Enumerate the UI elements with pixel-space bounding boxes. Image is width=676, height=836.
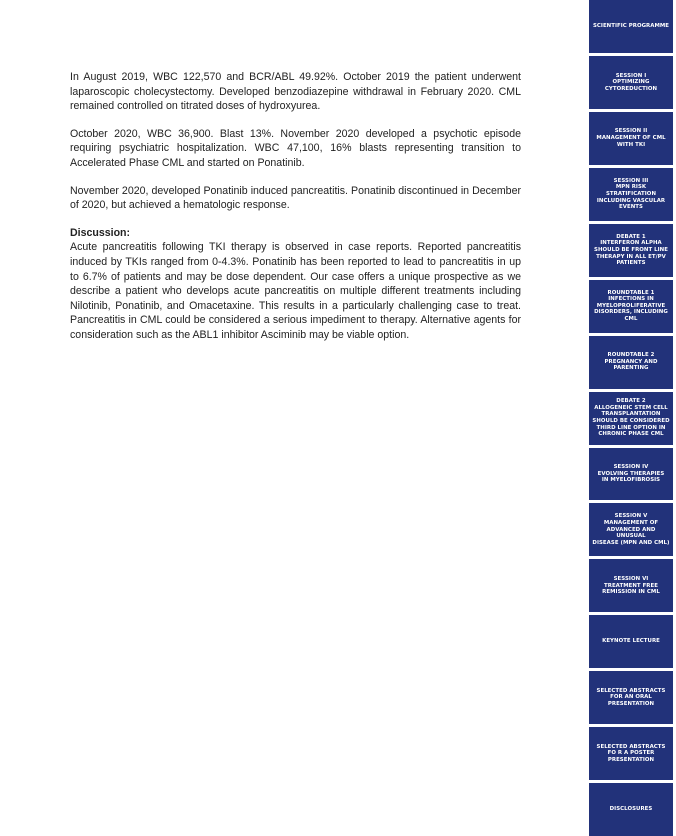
- article-body: [70, 70, 521, 356]
- nav-session-3[interactable]: SESSION III MPN RISK STRATIFICATION INCLUDING VASCULAR EVENTS: [589, 168, 673, 221]
- nav-debate-2[interactable]: DEBATE 2 ALLOGENEIC STEM CELL TRANSPLANTATION SHOULD BE CONSIDERED THIRD LINE OPTION IN CHRONIC PHASE CML: [589, 392, 673, 445]
- case-paragraph-2: October 2020, WBC 36,900. Blast 13%. November 2020 developed a psychotic episode requiring psychiatric hospitalization. WBC 47,100, 16% blasts representing transition to Accelerated Phase CML and started on Ponatinib.: [70, 127, 521, 169]
- nav-disclosures[interactable]: DISCLOSURES: [589, 783, 673, 836]
- nav-roundtable-1[interactable]: ROUNDTABLE 1 INFECTIONS IN MYELOPROLIFERATIVE DISORDERS, INCLUDING CML: [589, 280, 673, 333]
- discussion-paragraph: Acute pancreatitis following TKI therapy is observed in case reports. Reported pancreatitis induced by TKIs ranged from 0-4.3%. Ponatinib has been reported to lead to pancreatitis in up to 6.7% of patients and may be dose dependent. Our case offers a unique prospective as we describe a patient who develops acute pancreatitis on multiple different treatments including Nilotinib, Ponatinib, and Omacetaxine. This results in a particularly challenging case to treat. Pancreatitis in CML could be considered a serious impediment to therapy. Alternative agents for consideration such as the ABL1 inhibitor Asciminib may be viable option.: [70, 241, 521, 341]
- nav-oral-abstracts[interactable]: SELECTED ABSTRACTS FOR AN ORAL PRESENTATION: [589, 671, 673, 724]
- case-paragraph-1: In August 2019, WBC 122,570 and BCR/ABL 49.92%. October 2019 the patient underwent laparoscopic cholecystectomy. Developed benzodiazepine withdrawal in February 2020. CML remained controlled on titrated doses of hydroxyurea.: [70, 71, 521, 113]
- nav-session-1[interactable]: SESSION I OPTIMIZING CYTOREDUCTION: [589, 56, 673, 109]
- nav-poster-abstracts[interactable]: SELECTED ABSTRACTS FO R A POSTER PRESENTATION: [589, 727, 673, 780]
- nav-session-5[interactable]: SESSION V MANAGEMENT OF ADVANCED AND UNUSUAL DISEASE (MPN AND CML): [589, 503, 673, 556]
- discussion-heading: Discussion:: [70, 226, 131, 239]
- nav-session-2[interactable]: SESSION II MANAGEMENT OF CML WITH TKI: [589, 112, 673, 165]
- nav-roundtable-2[interactable]: ROUNDTABLE 2 PREGNANCY AND PARENTING: [589, 336, 673, 389]
- case-paragraph-3: November 2020, developed Ponatinib induced pancreatitis. Ponatinib discontinued in December of 2020, but achieved a hematologic response.: [70, 184, 521, 212]
- nav-scientific-programme[interactable]: SCIENTIFIC PROGRAMME: [589, 0, 673, 53]
- nav-keynote-lecture[interactable]: KEYNOTE LECTURE: [589, 615, 673, 668]
- nav-session-6[interactable]: SESSION VI TREATMENT FREE REMISSION IN CML: [589, 559, 673, 612]
- nav-debate-1[interactable]: DEBATE 1 INTERFERON ALPHA SHOULD BE FRONT LINE THERAPY IN ALL ET/PV PATIENTS: [589, 224, 673, 277]
- programme-sidebar: [589, 0, 673, 836]
- nav-session-4[interactable]: SESSION IV EVOLVING THERAPIES IN MYELOFIBROSIS: [589, 448, 673, 501]
